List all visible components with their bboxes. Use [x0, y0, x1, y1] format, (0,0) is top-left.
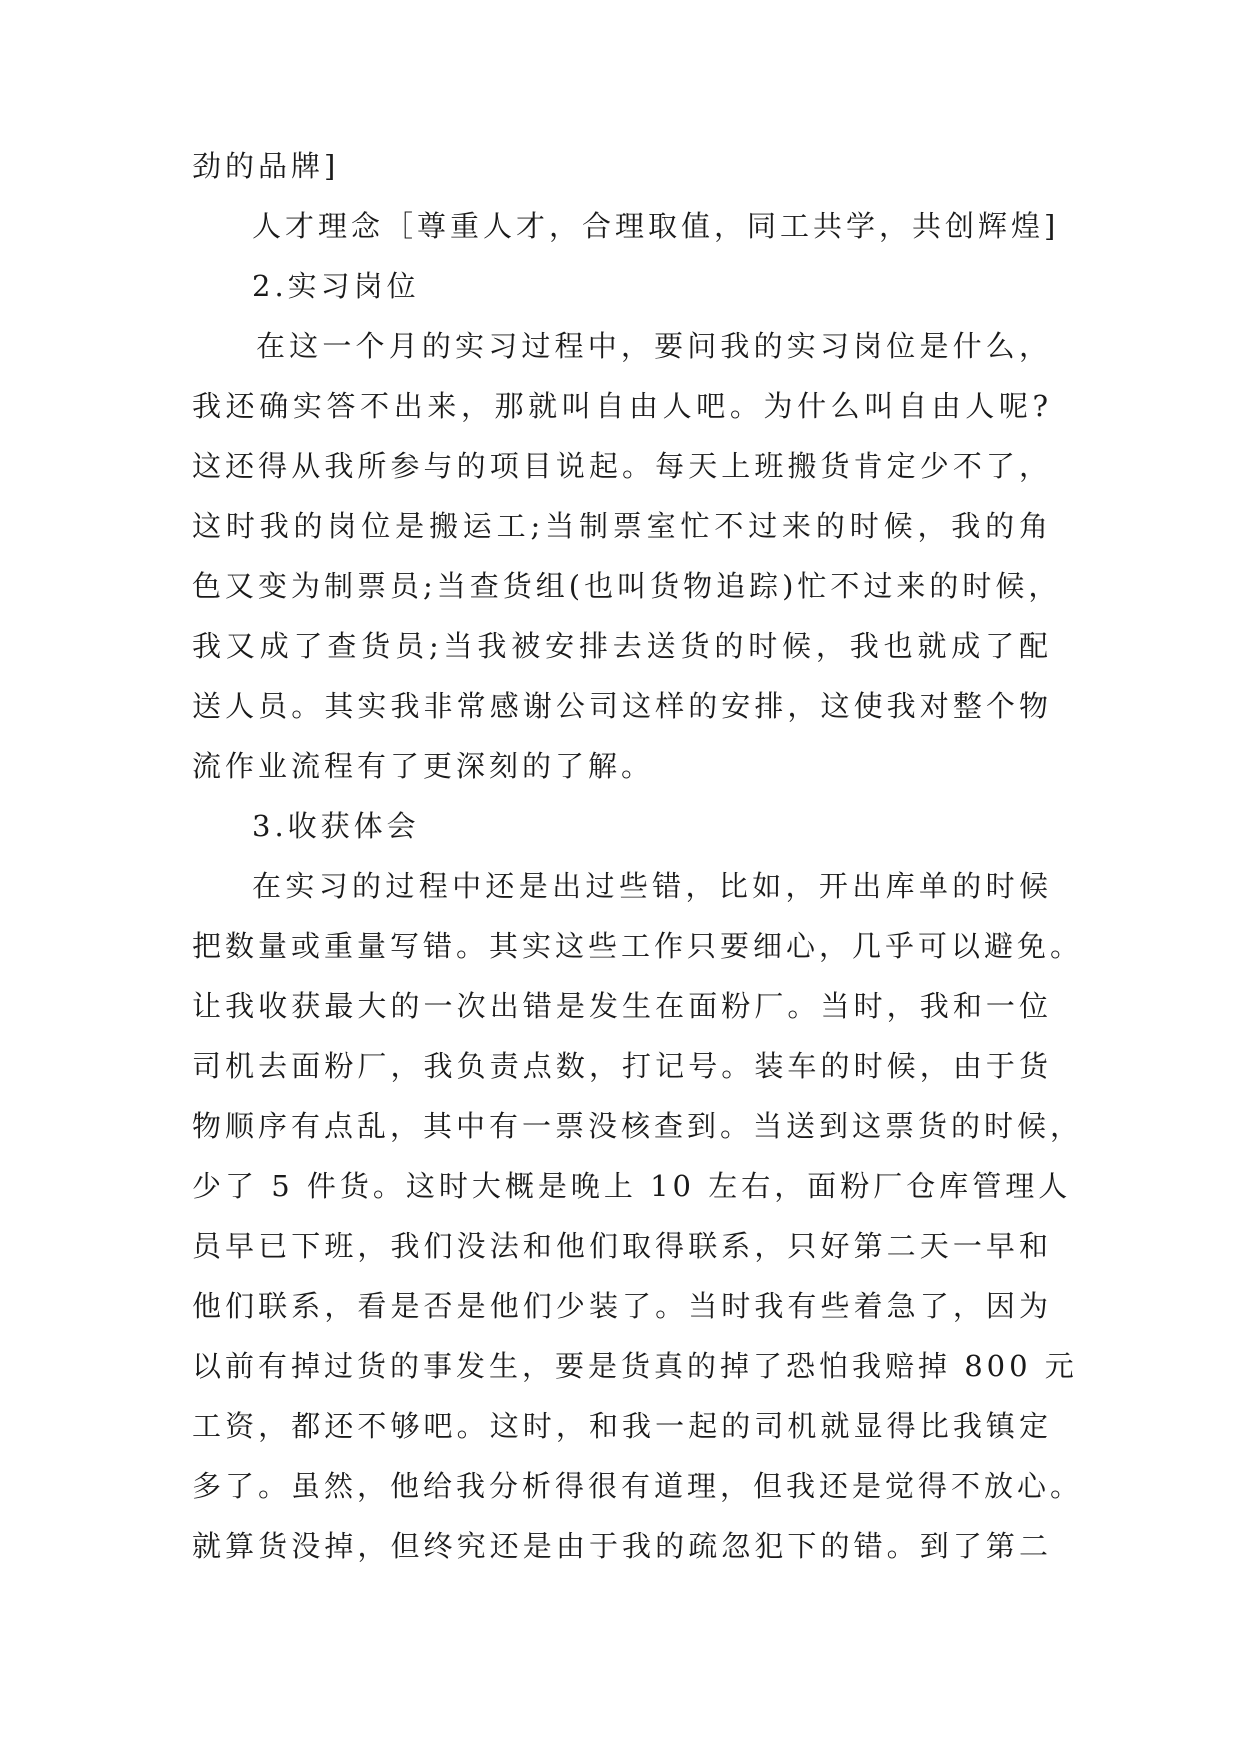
paragraph-line: 物顺序有点乱，其中有一票没核查到。当送到这票货的时候，	[192, 1109, 1084, 1143]
paragraph-line: 员早已下班，我们没法和他们取得联系，只好第二天一早和	[192, 1229, 1052, 1263]
section-heading: 2.实习岗位	[252, 269, 420, 303]
paragraph-line: 让我收获最大的一次出错是发生在面粉厂。当时，我和一位	[192, 989, 1052, 1023]
paragraph-line: 就算货没掉，但终究还是由于我的疏忽犯下的错。到了第二	[192, 1529, 1052, 1563]
paragraph-line: 在实习的过程中还是出过些错，比如，开出库单的时候	[252, 869, 1052, 903]
paragraph-line: 送人员。其实我非常感谢公司这样的安排，这使我对整个物	[192, 689, 1052, 723]
paragraph-line: 多了。虽然，他给我分析得很有道理，但我还是觉得不放心。	[192, 1469, 1084, 1503]
document-page	[192, 149, 1084, 1590]
paragraph-line: 色又变为制票员;当查货组(也叫货物追踪)忙不过来的时候，	[192, 569, 1062, 603]
paragraph-line: 在这一个月的实习过程中，要问我的实习岗位是什么，	[256, 329, 1052, 363]
paragraph-line: 这时我的岗位是搬运工;当制票室忙不过来的时候，我的角	[192, 509, 1052, 543]
paragraph-line: 劲的品牌]	[192, 149, 340, 183]
paragraph-line: 以前有掉过货的事发生，要是货真的掉了恐怕我赔掉 800 元	[192, 1349, 1078, 1383]
paragraph-line: 我还确实答不出来，那就叫自由人吧。为什么叫自由人呢?	[192, 389, 1052, 423]
paragraph-line: 把数量或重量写错。其实这些工作只要细心，几乎可以避免。	[192, 929, 1084, 963]
section-heading: 3.收获体会	[252, 809, 420, 843]
paragraph-line: 流作业流程有了更深刻的了解。	[192, 749, 655, 783]
paragraph-line: 我又成了查货员;当我被安排去送货的时候，我也就成了配	[192, 629, 1052, 663]
paragraph-line: 这还得从我所参与的项目说起。每天上班搬货肯定少不了，	[192, 449, 1052, 483]
paragraph-line: 人才理念［尊重人才，合理取值，同工共学，共创辉煌]	[252, 209, 1060, 243]
paragraph-line: 少了 5 件货。这时大概是晚上 10 左右，面粉厂仓库管理人	[192, 1169, 1072, 1203]
paragraph-line: 司机去面粉厂，我负责点数，打记号。装车的时候，由于货	[192, 1049, 1052, 1083]
paragraph-line: 工资，都还不够吧。这时，和我一起的司机就显得比我镇定	[192, 1409, 1052, 1443]
paragraph-line: 他们联系，看是否是他们少装了。当时我有些着急了，因为	[192, 1289, 1052, 1323]
